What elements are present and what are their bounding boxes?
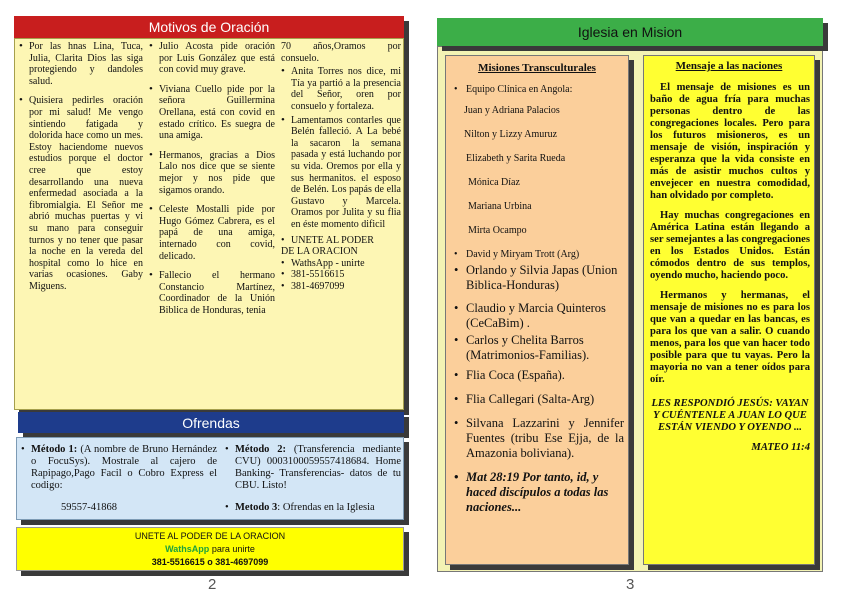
union-whatsapp-line [17,543,403,556]
angola-member: Juan y Adriana Palacios [464,105,560,116]
page-number-right: 3 [626,576,635,593]
prayer-continuation: 70 años,Oramos por consuelo. [281,41,401,64]
angola-member: Nilton y Lizzy Amuruz [464,129,558,140]
mensaje-paragraph: Hay muchas congregaciones en América Latina están llegando a ser semejantes a las congregaciones en los Estados Unidos. Están cómodos dentro de sus templos, oyendo mucho, haciendo poco. [650,210,810,281]
prayer-item: • Anita Torres nos dice, mi Tía ya partió a la presencia del Señor, oren por consuelo y fortaleza. [281,66,401,112]
mensaje-paragraph: Hermanos y hermanas, el mensaje de misiones no es para los que van a quedar en las bancas, es para los que van a salir. O cuando menos, para los que van hacer todo posible para que tu vayas. Pero la mayoria no van a tener oídos para oír. [650,290,810,385]
missionary-item: • Flia Coca (España). [452,368,624,383]
missionary-item: • Orlando y Silvia Japas (Union Biblica-Honduras) [452,263,624,293]
whatsapp-word: WathsApp [165,544,210,554]
missionary-item: • David y Miryam Trott (Arg) [452,249,624,261]
mensaje-title: Mensaje a las naciones [675,60,783,72]
mensaje-paragraph: El mensaje de misiones es un baño de agua fría para muchas personas dentro de las congregaciones locales. Pero para los futuros misioneros, es un mensaje de visión, inspiración y esperanza que la vida consiste en más de asistir muchos cultos y envejecer en nuestra comodidad, han olvidado por completo. [650,82,810,201]
union-line-2: DE LA ORACION [281,246,358,258]
missionary-item: • Claudio y Marcia Quinteros (CeCaBim) . [452,301,624,331]
mensaje-panel [643,55,815,565]
metodo-2-item [225,444,401,492]
metodo-1-label: Método 1: [31,444,78,455]
mensaje-body [650,82,810,462]
motivos-title: Motivos de Oración [148,19,270,35]
motivos-column-2 [149,41,275,324]
prayer-item: • Viviana Cuello pide por la señora Guillermina Orellana, está con covid en estado crítico. Es suegra de una amiga. [149,84,275,142]
prayer-item: • Fallecio el hermano Constancio Martínez, Coordinador de la Unión Biblica de Honduras, tenia [149,270,275,316]
mensaje-reference: MATEO 11:4 [751,442,810,453]
metodo-1-text: (A nombre de Bruno Hernández o FocuSys). Mostrale al cajero de Rapipago,Pago Facil o Cobro Express el codigo: [31,444,217,491]
prayer-item: • Lamentamos contarles que Belén falleció. A La bebé la sacaron la semana pasada y está luchando por su vida. Oremos por ella y sus hermanitos. el esposo de Belén. Los papás de ella Gustavo y Marcela. Oramos por Julita y su flia en éste momento dificil [281,115,401,231]
angola-member: Mariana Urbina [468,201,532,212]
phone-number: • 381-5516615 [281,269,401,281]
union-title: UNETE AL PODER DE LA ORACION [134,531,286,541]
page-number-left: 2 [208,576,217,593]
misiones-panel [445,55,629,565]
iglesia-header [437,18,823,46]
ofrendas-header [18,412,404,433]
metodo-2-label: Método 2: [235,444,286,455]
angola-header: • Equipo Clínica en Angola: [452,84,624,96]
misiones-list [452,84,624,515]
prayer-item: • Hermanos, gracias a Dios Lalo nos dice que se siente mejor y nos pide que sigamos orando. [149,150,275,196]
metodo-3-label: Metodo 3 [235,502,278,513]
mensaje-quote: LES RESPONDIÓ JESÚS: VAYAN Y CUÉNTENLE A JUAN LO QUE ESTÁN VIENDO Y OYENDO ... [651,398,809,433]
iglesia-title: Iglesia en Mision [577,24,683,40]
ofrendas-title: Ofrendas [182,414,240,431]
missionary-item: • Carlos y Chelita Barros (Matrimonios-Familias). [452,333,624,363]
metodo-2-text: (Transferencia mediante CVU) 0003100059557418684. Home Banking- Transferencias- datos de tu CBU. Listo! [235,444,402,491]
union-line-1: • UNETE AL PODER [281,235,401,247]
payment-code: 59557-41868 [61,502,117,513]
metodo-3-item [225,502,401,514]
missionary-item: • Silvana Lazzarini y Jennifer Fuentes (tribu Ese Ejja, de la Amazonia boliviana). [452,416,624,461]
prayer-item: • Julio Acosta pide oración por Luis González que está con covid muy grave. [149,41,275,76]
metodo-3-text: : Ofrendas en la Iglesia [277,502,375,513]
motivos-panel [14,38,404,410]
prayer-item: • Quisiera pedirles oración por mi salud! Me vengo sintiendo fatigada y dolorida hace como un mes. Estoy haciendome nuevos estudios porque el doctor cree que estoy desarrollando una nueva enfermedad asociada a la fibromialgia. El Señor me abrió muchas puertas y vi su mano para conseguir turnos y no tener que pasar la noche en la vereda del hospital como lo hice en varias ocasiones. Gaby Miguens. [19,95,143,292]
whatsapp-label: • WathsApp - unirte [281,258,401,270]
union-banner [16,527,404,571]
prayer-item: • Celeste Mostalli pide por Hugo Gómez Cabrera, es el papá de una amiga, internado con covid, delicado. [149,204,275,262]
misiones-title: Misiones Transculturales [478,62,596,74]
motivos-header [14,16,404,38]
angola-member: Mirta Ocampo [468,225,527,236]
motivos-column-1 [19,41,143,300]
metodo-1-item [21,444,217,492]
angola-member: Mónica Díaz [468,177,520,188]
missionary-item: • Flia Callegari (Salta-Arg) [452,392,624,407]
angola-member: Elizabeth y Sarita Rueda [466,153,566,164]
ofrendas-panel [16,437,404,520]
metodo-1 [21,444,217,514]
motivos-column-3 [281,41,401,292]
prayer-item: • Por las hnas Lina, Tuca, Julia, Clarita Dios las siga protegiendo y dandoles salud. [19,41,143,87]
union-whatsapp-rest: para unirte [209,544,255,554]
union-phone-numbers: 381-5516615 o 381-4697099 [151,557,269,567]
scripture-verse: • Mat 28:19 Por tanto, id, y haced discípulos a todas las naciones... [452,470,624,515]
metodo-2-3 [225,444,401,514]
phone-number: • 381-4697099 [281,281,401,293]
